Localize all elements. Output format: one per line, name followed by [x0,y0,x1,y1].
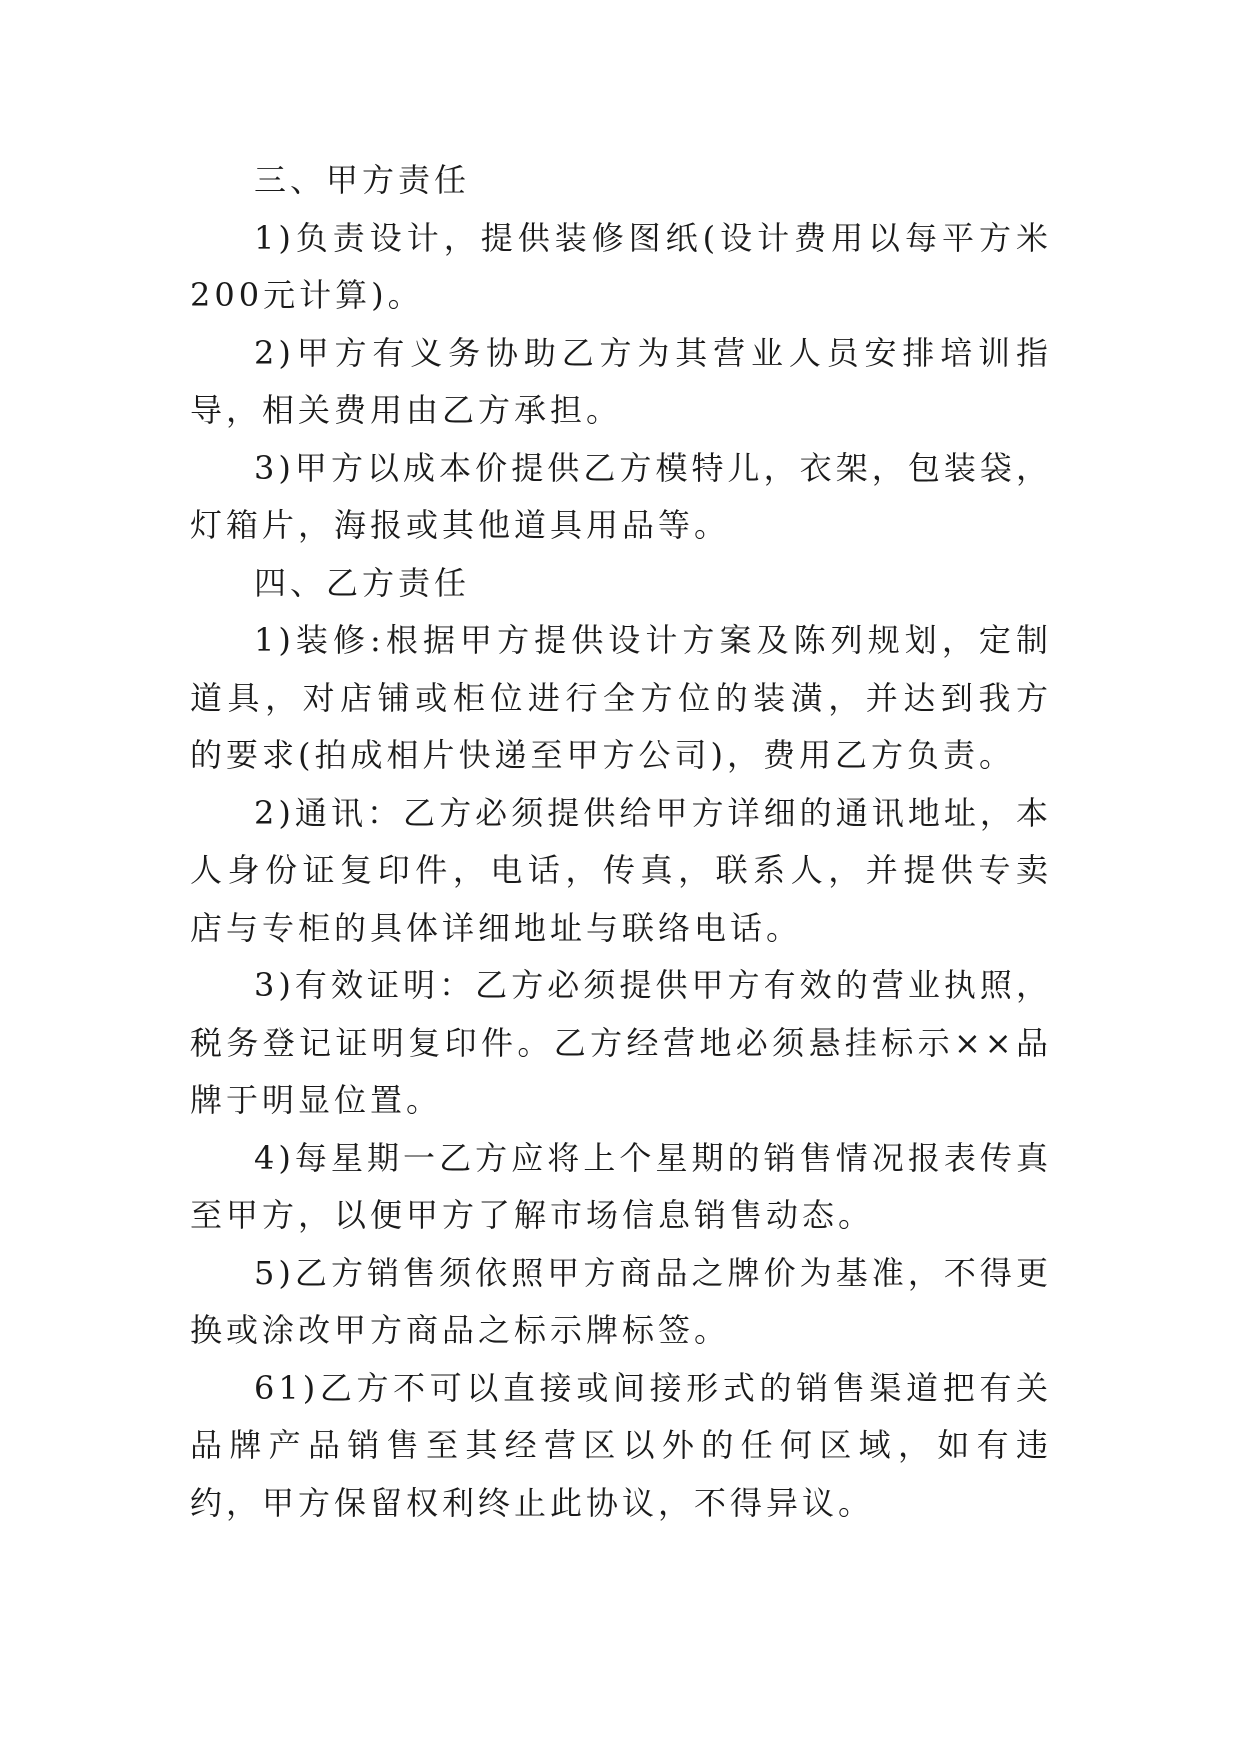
clause-a-3: 3)甲方以成本价提供乙方模特儿，衣架，包装袋，灯箱片，海报或其他道具用品等。 [190,448,1052,544]
section-heading-party-a-duties: 三、甲方责任 [254,161,471,199]
clause-b-5: 5)乙方销售须依照甲方商品之牌价为基准，不得更换或涂改甲方商品之标示牌标签。 [190,1253,1052,1349]
clause-a-2: 2)甲方有义务协助乙方为其营业人员安排培训指导，相关费用由乙方承担。 [190,333,1052,429]
clause-b-1: 1)装修:根据甲方提供设计方案及陈列规划，定制道具，对店铺或柜位进行全方位的装潢，并达到我方的要求(拍成相片快递至甲方公司)，费用乙方负责。 [190,621,1052,774]
clause-b-6: 61)乙方不可以直接或间接形式的销售渠道把有关品牌产品销售至其经营区以外的任何区域，如有违约，甲方保留权利终止此协议，不得异议。 [190,1368,1052,1522]
document-body [190,152,1052,1532]
clause-b-2: 2)通讯：乙方必须提供给甲方详细的通讯地址，本人身份证复印件，电话，传真，联系人，并提供专卖店与专柜的具体详细地址与联络电话。 [190,793,1052,947]
clause-a-1: 1)负责设计，提供装修图纸(设计费用以每平方米200元计算)。 [190,218,1052,314]
clause-b-3: 3)有效证明：乙方必须提供甲方有效的营业执照，税务登记证明复印件。乙方经营地必须悬挂标示××品牌于明显位置。 [190,966,1052,1119]
clause-b-4: 4)每星期一乙方应将上个星期的销售情况报表传真至甲方，以便甲方了解市场信息销售动态。 [190,1138,1052,1234]
section-heading-party-b-duties: 四、乙方责任 [254,563,471,602]
